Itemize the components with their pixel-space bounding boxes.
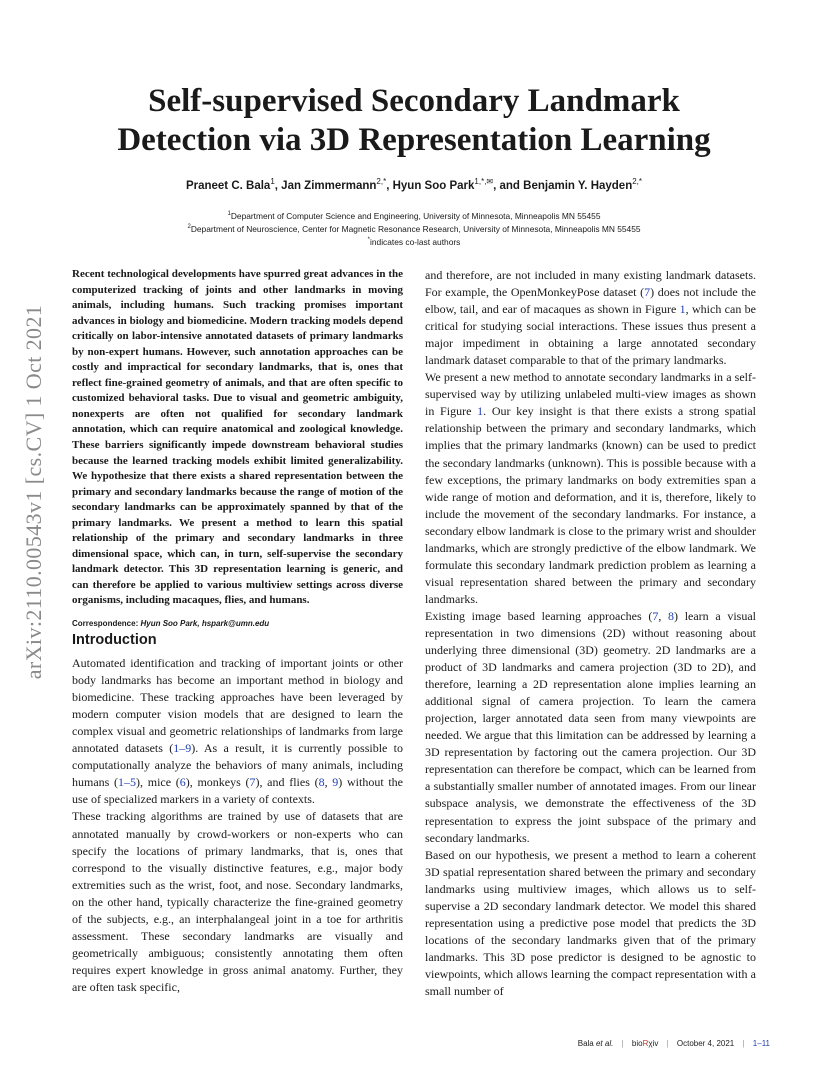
left-column [72, 267, 403, 996]
paragraph: Based on our hypothesis, we present a method to learn a coherent 3D spatial representation shared between the primary and secondary landmarks using multiview images, which allows us to self-supervise a 2D secondary landmark detector. We model this shared representation using a predictive pose model that predicts the 3D locations of the secondary landmarks given that of the primary landmarks. This 3D pose predictor is designed to be agnostic to viewpoints, which allows learning the compact representation with a small number of [425, 847, 756, 998]
figure-link[interactable]: 1 [477, 404, 484, 419]
author-name: and Benjamin Y. Hayden [499, 179, 633, 192]
arxiv-identifier: arXiv:2110.00543v1 [cs.CV] 1 Oct 2021 [21, 304, 46, 680]
author-affiliation-mark: 1 [270, 177, 275, 186]
page-footer: Bala et al. | bioRχiv | October 4, 2021 | 1–11 [577, 1039, 770, 1048]
affiliation-line [60, 235, 768, 248]
citation-link[interactable]: 6 [179, 775, 186, 790]
citation-link[interactable]: 1–9 [173, 741, 192, 756]
citation-link[interactable]: 7 [644, 285, 651, 300]
author-list: Praneet C. Bala$^1$, Jan Zimmermann$^{2,*}$, Hyun Soo Park$^{1,*,✉}$, and Benjamin Y. Hayden$^{2,*}$ [185, 177, 643, 192]
citation-link[interactable]: 7 [249, 775, 256, 790]
right-column [425, 267, 756, 1000]
author-name: Praneet C. Bala [185, 179, 271, 192]
paper-title [60, 82, 768, 160]
paragraph: Existing image based learning approaches (7, 8) learn a visual representation in two dimensions (2D) without reasoning about underlying three dimensional (3D) geometry. 2D landmarks are a product of 3D landmarks and camera projection (3D to 2D), and therefore, learning a 2D representation alone implies learning an additional signal of camera projection. To learn the camera projection, larger annotated data seen from many viewpoints are needed. We argue that this limitation can be addressed by learning a 3D representation by factoring out the camera projection. Our 3D representation can therefore be compact, which can be learned from a substantially smaller number of annotated images. From our linear subspace analysis, we demonstrate the effectiveness of the 3D representation to express the joint subspace of the primary and secondary landmarks. [425, 608, 757, 845]
paragraph: These tracking algorithms are trained by use of datasets that are annotated manually by crowd-workers or non-experts who can specify the locations of primary landmarks, that is, ones that correspond to the visually distinctive features, e.g., major body extremities such as the wrist, foot, and nose. Secondary landmarks, on the other hand, typically characterize the fine-grained geometry of the subjects, e.g., an interphalangeal joint in a toe for arthritis assessment. These secondary landmarks are visually and geometrically ambiguous; consistently annotating them often requires expert knowledge in gross animal anatomy. Further, they are often task specific, [72, 809, 403, 994]
paragraph: and therefore, are not included in many existing landmark datasets. For example, the OpenMonkeyPose dataset (7) does not include the elbow, tail, and ear of macaques as shown in Figure 1, which can be critical for studying social interactions. These issues thus present a major impediment in obtaining a large annotated secondary landmark dataset comparable to that of the primary landmarks. [425, 268, 756, 368]
citation-link[interactable]: 9 [332, 775, 339, 790]
affiliation-mark: 2 [187, 223, 191, 230]
footer-page-range[interactable]: 1–11 [752, 1039, 770, 1048]
affiliation-mark: * [367, 236, 371, 243]
paragraph: Automated identification and tracking of important joints or other body landmarks has become an important method in biology and biomedicine. These tracking approaches have been leveraged by modern computer vision models that are designed to learn the complex visual and geometric relationships of landmarks from large annotated datasets (1–9). As a result, it is currently possible to computationally analyze the behaviors of many animals, including humans (1–5), mice (6), monkeys (7), and flies (8, 9) without the use of specialized markers in a variety of contexts. [72, 656, 404, 807]
affiliation-text: Department of Computer Science and Engineering, University of Minnesota, Minneapolis MN 55455 [230, 210, 601, 221]
footer-etal: et al. [595, 1039, 614, 1048]
correspondence [72, 619, 403, 628]
author-affiliation-mark: 2,* [376, 177, 387, 186]
citation-link[interactable]: 8 [668, 608, 675, 623]
citation-link[interactable]: 1–5 [118, 775, 137, 790]
section-heading-introduction: Introduction [72, 632, 157, 649]
citation-link[interactable]: 8 [318, 775, 325, 790]
correspondence-contact: Hyun Soo Park, hspark@umn.edu [140, 619, 270, 629]
affiliation-mark: 1 [227, 211, 231, 217]
paragraph: We present a new method to annotate secondary landmarks in a self-supervised way by utilizing unlabeled multi-view images as shown in Figure 1. Our key insight is that there exists a strong spatial relationship between the primary and secondary landmarks, which implies that the primary landmarks (known) can be used to predict the secondary landmarks (unknown). This is possible because with a few exceptions, the primary landmarks on body extremities span a wide range of motion and deformation, and it is, therefore, likely to include the movement of the secondary landmarks. For instance, a secondary elbow landmark is close to the primary wrist and shoulder landmarks, which are strongly predictive of the elbow landmark. We formulate this secondary landmark prediction problem as learning a visual representation shared between the primary and secondary landmarks. [425, 370, 757, 606]
arxiv-stamp [14, 292, 54, 692]
title-line-2: Detection via 3D Representation Learning [117, 122, 711, 158]
footer-author: Bala [577, 1039, 594, 1048]
author-name: Jan Zimmermann [281, 179, 377, 192]
author-affiliation-mark: 2,* [632, 177, 643, 186]
citation-link[interactable]: 7 [652, 608, 659, 623]
affiliations [60, 209, 768, 247]
intro-text-left [72, 655, 403, 996]
footer-journal: bioRχiv [631, 1039, 659, 1048]
affiliation-text: indicates co-last authors [370, 236, 461, 247]
affiliation-text: Department of Neuroscience, Center for Magnetic Resonance Research, University of Minnesota, Minneapolis MN 55455 [190, 223, 641, 234]
figure-link[interactable]: 1 [679, 302, 686, 317]
affiliation-line [60, 222, 768, 235]
author-name: Hyun Soo Park [392, 179, 475, 192]
title-line-1: Self-supervised Secondary Landmark [148, 83, 680, 119]
author-affiliation-mark: 1,*,✉ [474, 177, 494, 186]
abstract: Recent technological developments have spurred great advances in the computerized tracking of joints and other landmarks in moving animals, including humans. Such tracking promises important advances in biology and biomedicine. Modern tracking models depend critically on labor-intensive annotated datasets of primary landmarks by non-expert humans. However, such annotation approaches can be costly and impractical for secondary landmarks, that is, ones that reflect fine-grained geometry of animals, and that are often specific to customized behavioral tasks. Due to visual and geometric ambiguity, nonexperts are often not qualified for secondary landmark annotation, which can require anatomical and zoological knowledge. These barriers significantly impede downstream behavioral studies because the learned tracking models exhibit limited generalizability. We hypothesize that there exists a shared representation between the primary and secondary landmarks because the range of motion of the secondary landmarks can be approximately spanned by that of the primary landmarks. We present a method to learn this spatial relationship of the primary and secondary landmarks in three dimensional space, which can, in turn, self-supervise the secondary landmark detector. This 3D representation learning is generic, and can therefore be applied to various multiview settings across diverse organisms, including macaques, flies, and humans. [72, 268, 403, 607]
footer-date: October 4, 2021 [676, 1039, 735, 1048]
affiliation-line [60, 209, 768, 222]
correspondence-label: Correspondence: [72, 619, 139, 629]
intro-text-right [425, 267, 756, 1000]
